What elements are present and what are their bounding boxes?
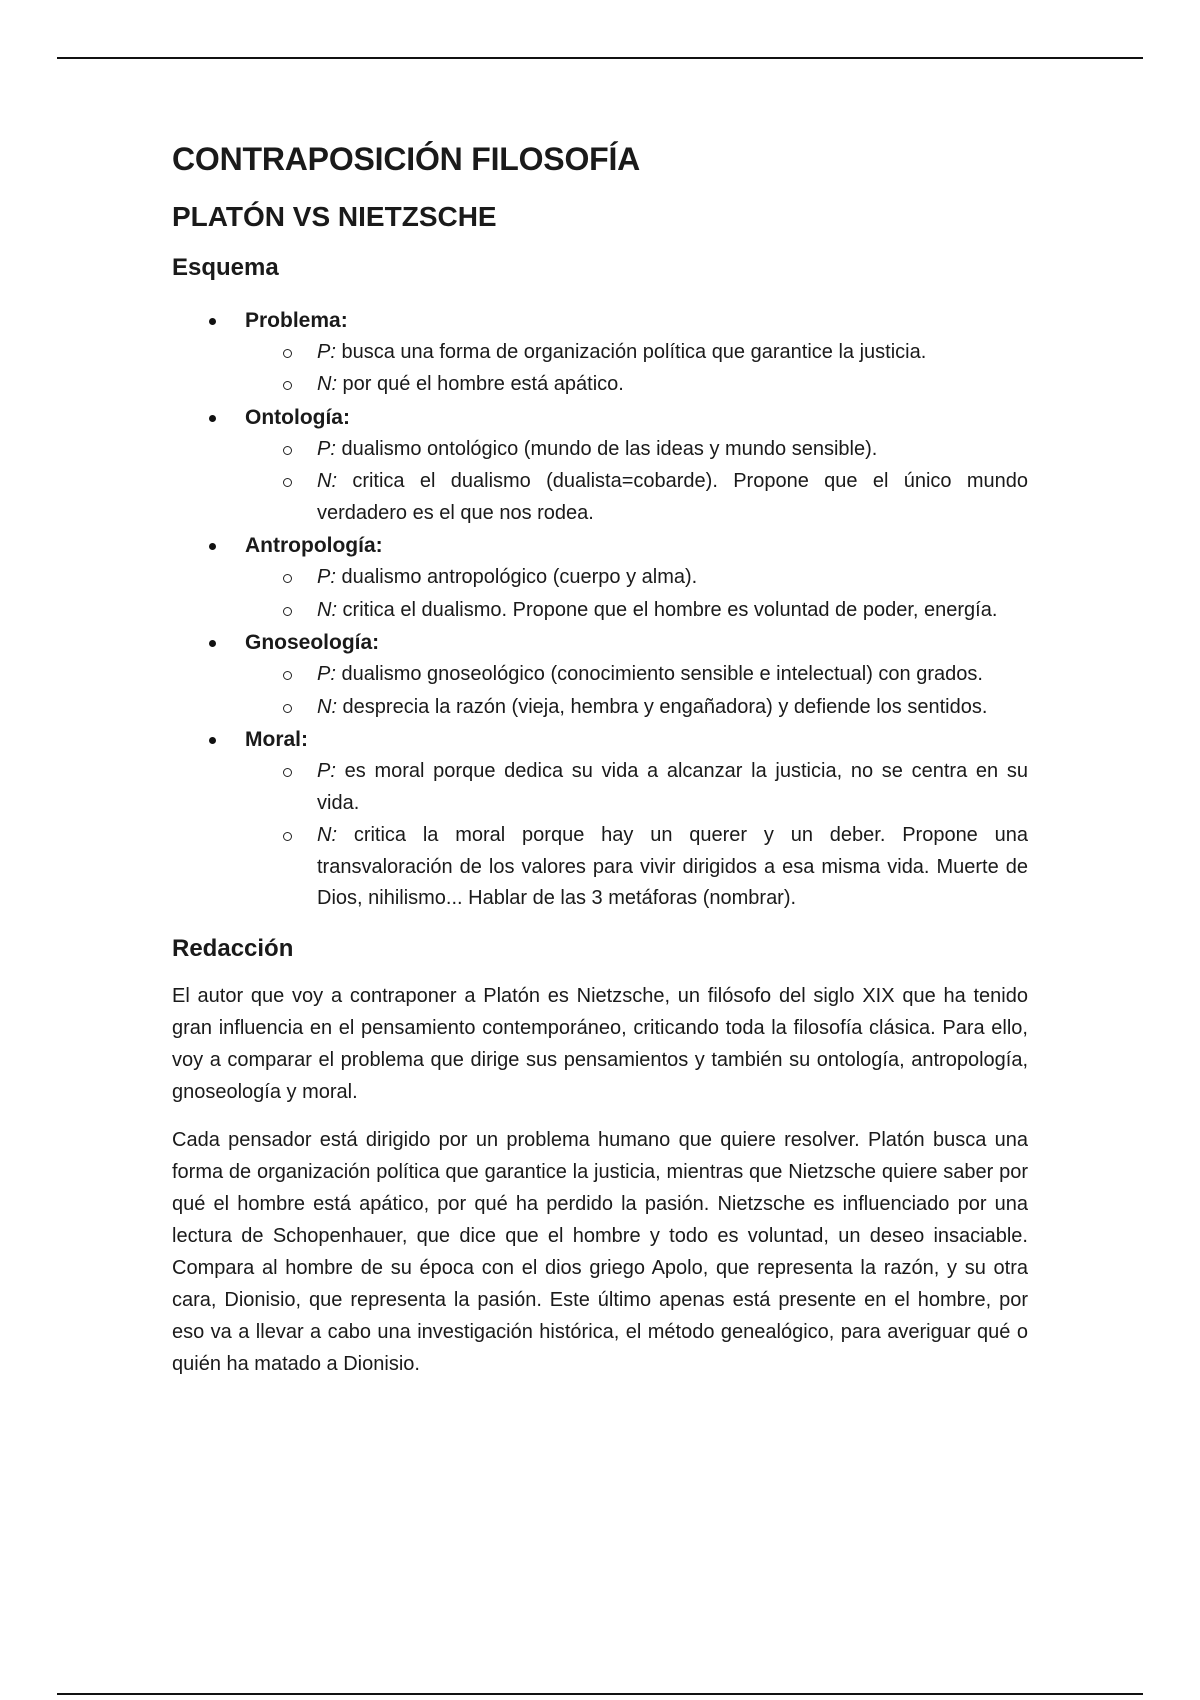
top-rule	[57, 57, 1143, 59]
author-initial: N:	[317, 824, 337, 847]
document-subtitle: PLATÓN VS NIETZSCHE	[172, 201, 497, 233]
bullet-circle-icon	[283, 704, 292, 713]
item-text: dualismo antropológico (cuerpo y alma).	[335, 566, 698, 589]
essay-paragraph: El autor que voy a contraponer a Platón es Nietzsche, un filósofo del siglo XIX que ha tenido gran influencia en el pensamiento contemporáneo, criticando toda la filosofía clásica. Para ello, voy a comparar el problema que dirige sus pensamientos y también su ontología, antropología, gnoseología y moral.	[172, 984, 1028, 1103]
topic-item	[245, 820, 1028, 915]
document-title: CONTRAPOSICIÓN FILOSOFÍA	[172, 141, 641, 177]
bottom-rule	[57, 1693, 1143, 1695]
item-text: critica el dualismo. Propone que el hombre es voluntad de poder, energía.	[337, 598, 998, 621]
bullet-circle-icon	[283, 607, 292, 616]
outline-topic	[172, 402, 1028, 530]
bullet-circle-icon	[283, 671, 292, 680]
topic-items	[245, 756, 1028, 915]
bullet-circle-icon	[283, 574, 292, 583]
bullet-disc-icon	[209, 543, 216, 550]
topic-label: Ontología:	[245, 405, 350, 429]
topic-item	[245, 595, 1028, 627]
item-text: busca una forma de organización política que garantice la justicia.	[335, 340, 927, 363]
outline-topic	[172, 724, 1028, 915]
item-text: desprecia la razón (vieja, hembra y engañadora) y defiende los sentidos.	[337, 695, 988, 718]
bullet-circle-icon	[283, 381, 292, 390]
topic-item	[245, 434, 1028, 466]
author-initial: N:	[317, 470, 337, 493]
topic-items	[245, 659, 1028, 723]
outline-topic	[172, 530, 1028, 626]
bullet-disc-icon	[209, 640, 216, 647]
bullet-circle-icon	[283, 349, 292, 358]
outline-list	[172, 305, 1028, 915]
bullet-circle-icon	[283, 446, 292, 455]
author-initial: P:	[317, 566, 336, 589]
item-text: dualismo ontológico (mundo de las ideas y mundo sensible).	[335, 437, 878, 460]
topic-item	[245, 692, 1028, 724]
bullet-disc-icon	[209, 737, 216, 744]
author-initial: P:	[317, 760, 336, 783]
bullet-circle-icon	[283, 768, 292, 777]
author-initial: N:	[317, 695, 337, 718]
author-initial: P:	[317, 663, 336, 686]
topic-item	[245, 337, 1028, 369]
topic-item	[245, 466, 1028, 529]
topic-item	[245, 562, 1028, 594]
topic-label: Problema:	[245, 308, 348, 332]
item-text: critica el dualismo (dualista=cobarde). Propone que el único mundo verdadero es el que nos rodea.	[317, 470, 1028, 524]
topic-item	[245, 369, 1028, 401]
outline-heading: Esquema	[172, 253, 279, 281]
author-initial: N:	[317, 598, 337, 621]
item-text: critica la moral porque hay un querer y un deber. Propone una transvaloración de los valores para vivir dirigidos a esa misma vida. Muerte de Dios, nihilismo... Hablar de las 3 metáforas (nombrar).	[317, 824, 1028, 910]
topic-item	[245, 659, 1028, 691]
topic-items	[245, 562, 1028, 626]
topic-item	[245, 756, 1028, 819]
topic-label: Gnoseología:	[245, 631, 380, 655]
author-initial: P:	[317, 340, 336, 363]
bullet-circle-icon	[283, 832, 292, 841]
outline-topic	[172, 627, 1028, 723]
topic-label: Moral:	[245, 728, 308, 752]
item-text: es moral porque dedica su vida a alcanzar la justicia, no se centra en su vida.	[317, 760, 1028, 814]
bullet-disc-icon	[209, 415, 216, 422]
item-text: dualismo gnoseológico (conocimiento sensible e intelectual) con grados.	[335, 663, 983, 686]
bullet-circle-icon	[283, 478, 292, 487]
topic-items	[245, 337, 1028, 401]
document-page	[172, 140, 1028, 1396]
topic-label: Antropología:	[245, 534, 383, 558]
essay-heading: Redacción	[172, 934, 294, 962]
item-text: por qué el hombre está apático.	[337, 373, 624, 396]
topic-items	[245, 434, 1028, 530]
essay-paragraph: Cada pensador está dirigido por un problema humano que quiere resolver. Platón busca una forma de organización política que garantice la justicia, mientras que Nietzsche quiere saber por qué el hombre está apático, por qué ha perdido la pasión. Nietzsche es influenciado por una lectura de Schopenhauer, que dice que el hombre y todo es voluntad, un deseo insaciable. Compara al hombre de su época con el dios griego Apolo, que representa la razón, y su otra cara, Dionisio, que representa la pasión. Este último apenas está presente en el hombre, por eso va a llevar a cabo una investigación histórica, el método genealógico, para averiguar qué o quién ha matado a Dionisio.	[172, 1128, 1028, 1375]
bullet-disc-icon	[209, 318, 216, 325]
author-initial: N:	[317, 373, 337, 396]
outline-topic	[172, 305, 1028, 401]
author-initial: P:	[317, 437, 336, 460]
